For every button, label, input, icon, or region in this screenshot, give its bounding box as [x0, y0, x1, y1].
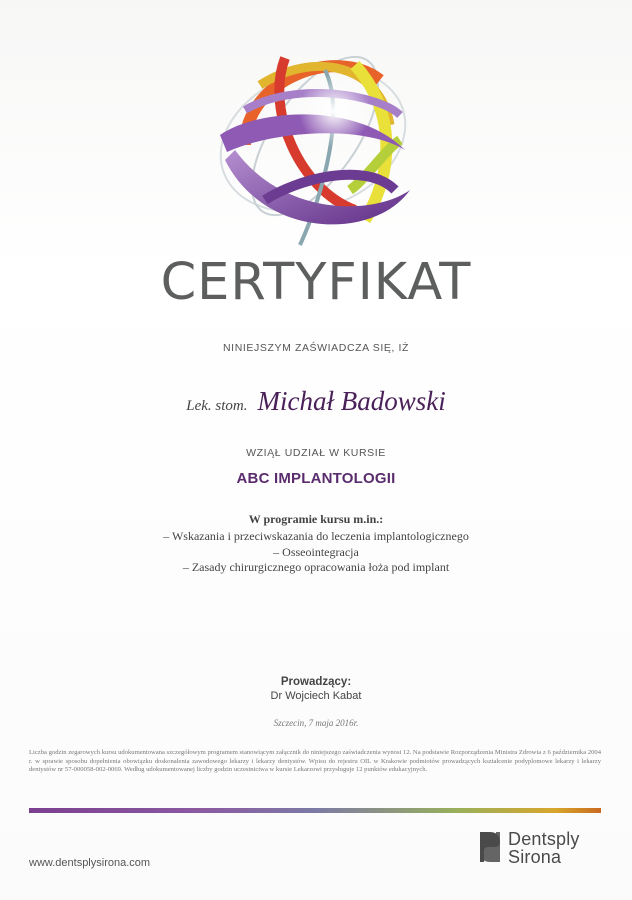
dentsply-sirona-icon — [478, 830, 502, 864]
recipient-name: Michał Badowski — [257, 386, 446, 416]
lead-section — [0, 676, 632, 702]
brand-name-line2: Sirona — [508, 847, 562, 867]
brand-name-line1: Dentsply — [508, 829, 580, 849]
program-item: – Wskazania i przeciwskazania do leczenia implantologicznego — [163, 529, 469, 543]
fine-print: Liczba godzin zegarowych kursu udokumentowana szczegółowym programem stanowiącym załącznik do niniejszego zaświadczenia wynosi 12. Na podstawie Rozporządzenia Ministra Zdrowia z 6 października 2004 r. w sprawie sposobu dopełnienia obowiązku doskonalenia zawodowego lekarzy i lekarzy dentystów. Wpisu do rejestru OIL w Krakowie podmiotów prowadzących kształcenie podyplomowe lekarzy i lekarzy dentystów nr 57-000058-002-0069. Według udokumentowanej liczby godzin uczestnictwa w kursie Lekarzowi przysługuje 12 punktów edukacyjnych. — [29, 749, 601, 774]
date-place: Szczecin, 7 maja 2016r. — [273, 718, 359, 728]
website-url: www.dentsplysirona.com — [29, 857, 151, 869]
recipient-prefix: Lek. stom. — [186, 398, 248, 414]
statement-text: NINIEJSZYM ZAŚWIADCZA SIĘ, IŻ — [223, 342, 409, 354]
lead-label: Prowadzący: — [280, 676, 352, 688]
brand-logo — [478, 828, 618, 868]
program-section — [0, 512, 632, 576]
recipient-line — [0, 386, 632, 417]
course-name: ABC IMPLANTOLOGII — [236, 470, 396, 487]
gradient-divider — [29, 808, 601, 813]
program-item: – Osseointegracja — [273, 544, 359, 559]
participation-text: WZIĄŁ UDZIAŁ W KURSIE — [246, 447, 386, 459]
lead-person: Dr Wojciech Kabat — [270, 690, 362, 702]
sphere-ribbon-logo — [205, 40, 425, 258]
program-heading: W programie kursu m.in.: — [248, 512, 384, 526]
certificate-title: CERTYFIKAT — [160, 253, 472, 312]
program-item: – Zasady chirurgicznego opracowania łoża pod implant — [182, 560, 450, 574]
